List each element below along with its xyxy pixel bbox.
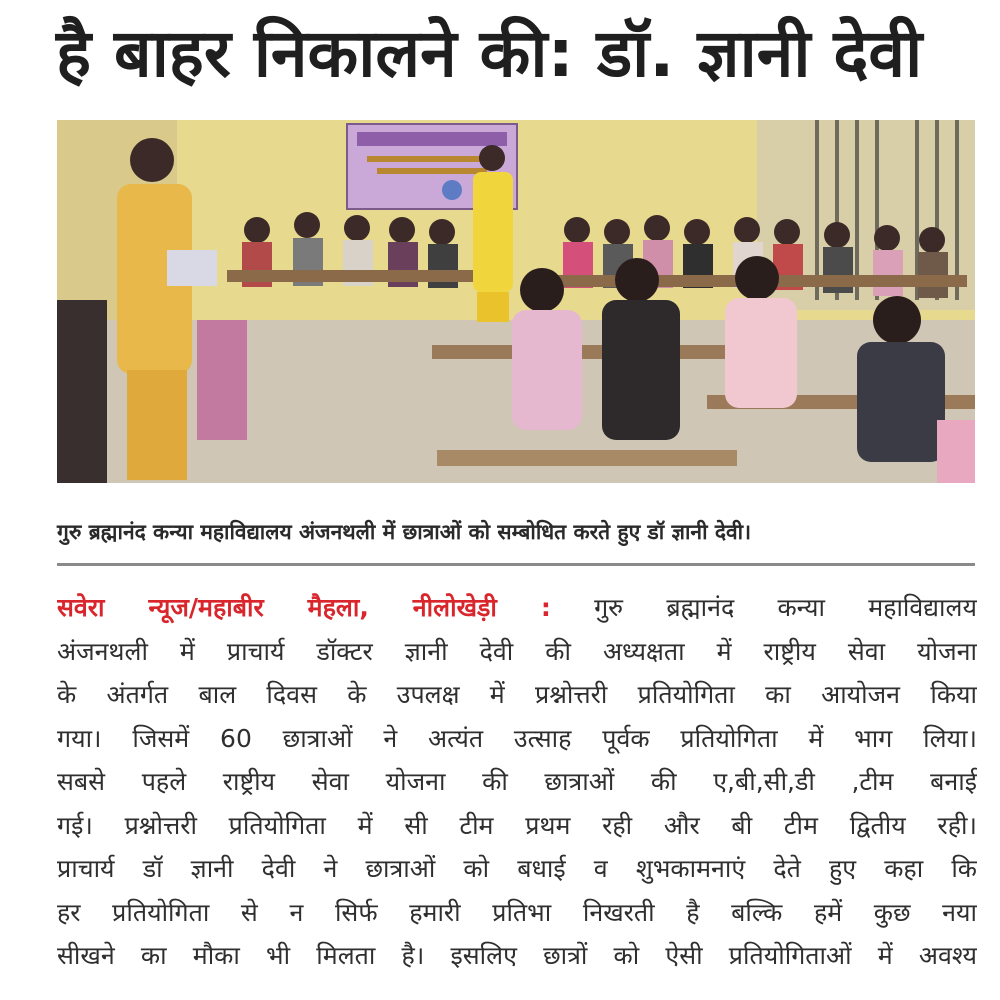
photo-caption: गुरु ब्रह्मानंद कन्या महाविद्यालय अंजनथली में छात्राओं को सम्बोधित करते हुए डॉ ज्ञानी देवी।	[57, 520, 752, 544]
article-line: सबसे पहले राष्ट्रीय सेवा योजना की छात्राओं की ए,बी,सी,डी ,टीम बनाई	[57, 767, 977, 796]
article-line: अंजनथली में प्राचार्य डॉक्टर ज्ञानी देवी की अध्यक्षता में राष्ट्रीय सेवा योजना	[57, 636, 977, 666]
headline: है बाहर निकालने की: डॉ. ज्ञानी देवी	[56, 15, 923, 92]
news-photo	[57, 120, 975, 483]
article-line: प्राचार्य डॉ ज्ञानी देवी ने छात्राओं को बधाई व शुभकामनाएं देते हुए कहा कि	[57, 854, 977, 883]
article-line-text: गुरु ब्रह्मानंद कन्या महाविद्यालय	[594, 593, 977, 622]
divider	[57, 563, 975, 566]
article-line: गई। प्रश्नोत्तरी प्रतियोगिता में सी टीम प्रथम रही और बी टीम द्वितीय रही।	[57, 810, 977, 840]
dateline: सवेरा न्यूज/महाबीर मैहला, नीलोखेड़ी :	[57, 593, 551, 622]
article-line: गया। जिसमें 60 छात्राओं ने अत्यंत उत्साह पूर्वक प्रतियोगिता में भाग लिया।	[57, 723, 977, 753]
classroom-photo-illustration	[57, 120, 975, 483]
article-line	[57, 586, 977, 630]
article-line: के अंतर्गत बाल दिवस के उपलक्ष में प्रश्नोत्तरी प्रतियोगिता का आयोजन किया	[57, 680, 977, 709]
article-line: हर प्रतियोगिता से न सिर्फ हमारी प्रतिभा निखरती है बल्कि हमें कुछ नया	[57, 897, 977, 927]
article-body	[57, 586, 977, 978]
article-line: सीखने का मौका भी मिलता है। इसलिए छात्रों को ऐसी प्रतियोगिताओं में अवश्य	[57, 941, 977, 970]
